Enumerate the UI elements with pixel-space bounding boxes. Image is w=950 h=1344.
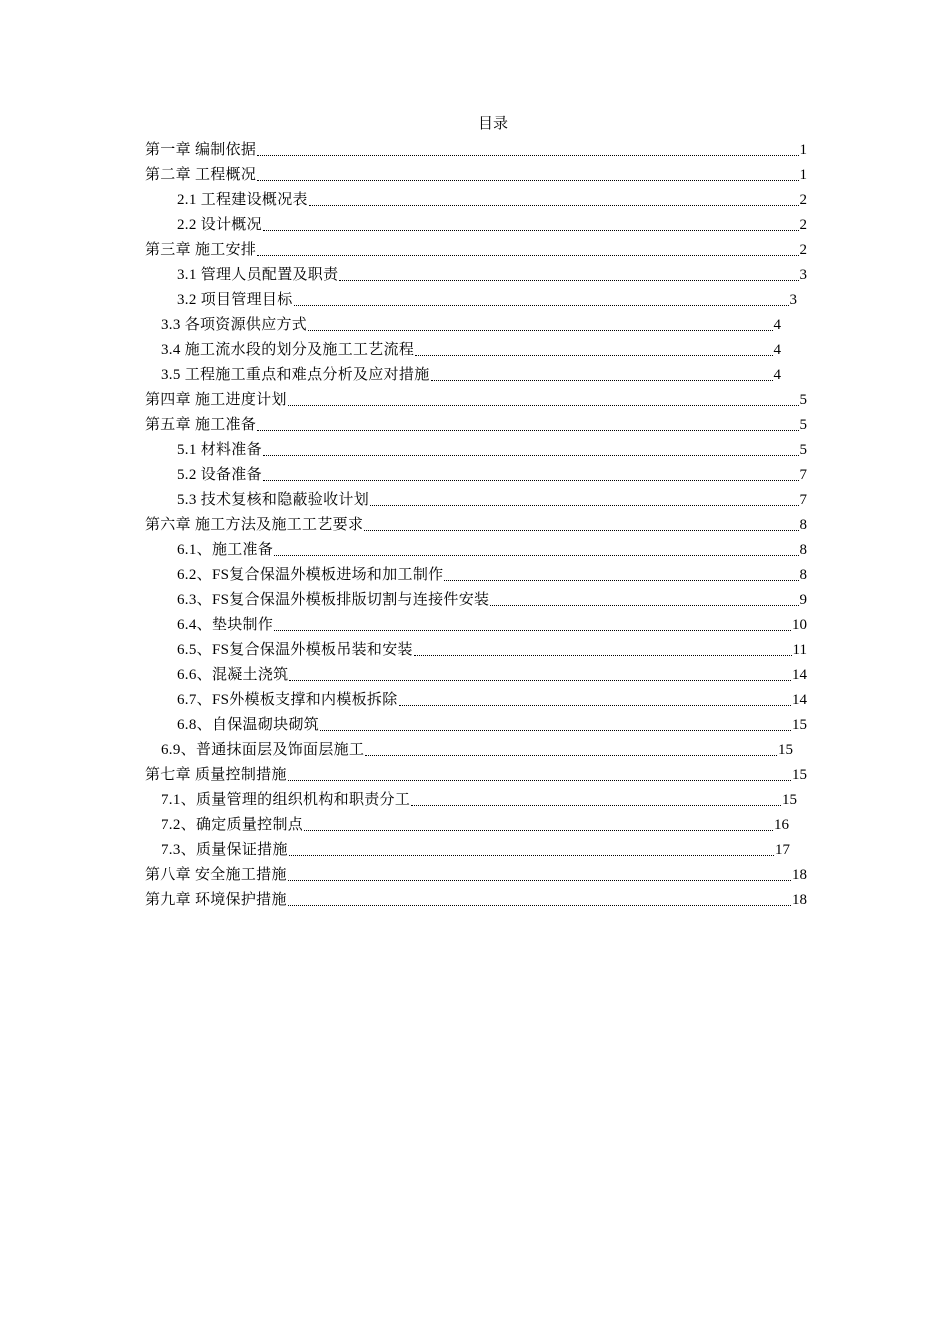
toc-entry[interactable]	[145, 763, 807, 787]
toc-entry[interactable]	[177, 463, 807, 487]
toc-entry-page: 4	[773, 367, 781, 383]
toc-entry[interactable]	[145, 138, 807, 162]
toc-entry-page: 2	[799, 242, 807, 258]
dot-leader	[263, 440, 799, 460]
toc-entry-page: 18	[792, 867, 807, 883]
toc-entry-label: 3.2 项目管理目标	[177, 292, 293, 308]
dot-leader	[263, 465, 799, 485]
toc-entry-page: 4	[773, 342, 781, 358]
toc-entry-label: 2.1 工程建设概况表	[177, 192, 308, 208]
dot-leader	[490, 590, 798, 610]
toc-entry-page: 18	[792, 892, 807, 908]
dot-leader	[411, 790, 781, 810]
dot-leader	[263, 215, 799, 235]
toc-entry[interactable]	[161, 738, 793, 762]
dot-leader	[339, 265, 798, 285]
toc-entry-page: 17	[775, 842, 790, 858]
toc-entry-label: 7.1、质量管理的组织机构和职责分工	[161, 792, 411, 808]
dot-leader	[415, 340, 772, 360]
dot-leader	[257, 165, 798, 185]
toc-entry-page: 14	[792, 692, 807, 708]
toc-entry-page: 7	[799, 492, 807, 508]
toc-entry-page: 4	[773, 317, 781, 333]
dot-leader	[257, 240, 798, 260]
toc-entry-label: 6.6、混凝土浇筑	[177, 667, 289, 683]
toc-entry[interactable]	[161, 838, 790, 862]
dot-leader	[274, 615, 791, 635]
toc-entry[interactable]	[177, 438, 807, 462]
toc-entry-label: 5.2 设备准备	[177, 467, 262, 483]
toc-entry[interactable]	[177, 213, 807, 237]
toc-entry-label: 3.1 管理人员配置及职责	[177, 267, 339, 283]
toc-entry-label: 3.5 工程施工重点和难点分析及应对措施	[161, 367, 430, 383]
toc-entry-label: 6.2、FS复合保温外模板进场和加工制作	[177, 567, 444, 583]
dot-leader	[289, 665, 791, 685]
toc-entry-page: 1	[799, 142, 807, 158]
dot-leader	[370, 490, 798, 510]
dot-leader	[308, 315, 772, 335]
toc-entry-label: 第四章 施工进度计划	[145, 392, 287, 408]
toc-entry[interactable]	[177, 538, 807, 562]
toc-entry[interactable]	[145, 413, 807, 437]
toc-entry[interactable]	[145, 388, 807, 412]
toc-entry-page: 14	[792, 667, 807, 683]
toc-entry-label: 第七章 质量控制措施	[145, 767, 287, 783]
toc-entry[interactable]	[161, 313, 781, 337]
toc-entry-label: 7.3、质量保证措施	[161, 842, 288, 858]
dot-leader	[431, 365, 773, 385]
toc-entry-page: 1	[799, 167, 807, 183]
toc-entry-label: 2.2 设计概况	[177, 217, 262, 233]
toc-entry-label: 第六章 施工方法及施工工艺要求	[145, 517, 364, 533]
toc-entry[interactable]	[177, 563, 807, 587]
toc-entry[interactable]	[177, 588, 807, 612]
toc-entry-page: 5	[799, 392, 807, 408]
toc-entry-page: 2	[799, 192, 807, 208]
toc-entry-page: 15	[792, 717, 807, 733]
toc-entry-page: 8	[799, 542, 807, 558]
toc-entry-page: 15	[792, 767, 807, 783]
dot-leader	[257, 415, 798, 435]
toc-entry-label: 6.4、垫块制作	[177, 617, 274, 633]
dot-leader	[414, 640, 792, 660]
toc-entry[interactable]	[177, 688, 807, 712]
dot-leader	[289, 840, 774, 860]
toc-entry[interactable]	[177, 263, 807, 287]
dot-leader	[288, 890, 791, 910]
toc-entry[interactable]	[177, 288, 797, 312]
toc-entry-label: 第一章 编制依据	[145, 142, 257, 158]
toc-entry[interactable]	[177, 188, 807, 212]
toc-entry-page: 15	[782, 792, 797, 808]
toc-entry-label: 第五章 施工准备	[145, 417, 257, 433]
toc-entry-page: 15	[778, 742, 793, 758]
toc-entry-page: 16	[774, 817, 789, 833]
toc-entry[interactable]	[145, 863, 807, 887]
toc-entry-label: 6.5、FS复合保温外模板吊装和安装	[177, 642, 413, 658]
dot-leader	[320, 715, 791, 735]
toc-entry-page: 8	[799, 567, 807, 583]
toc-entry-label: 第八章 安全施工措施	[145, 867, 287, 883]
dot-leader	[364, 515, 798, 535]
toc-entry-page: 11	[792, 642, 807, 658]
toc-entry[interactable]	[177, 713, 807, 737]
toc-entry-label: 6.3、FS复合保温外模板排版切割与连接件安装	[177, 592, 490, 608]
toc-entry-label: 3.4 施工流水段的划分及施工工艺流程	[161, 342, 415, 358]
toc-entry-label: 第三章 施工安排	[145, 242, 257, 258]
toc-entry-label: 6.8、自保温砌块砌筑	[177, 717, 320, 733]
dot-leader	[444, 565, 798, 585]
toc-entry-page: 3	[799, 267, 807, 283]
toc-entry-page: 5	[799, 417, 807, 433]
toc-entry[interactable]	[145, 513, 807, 537]
dot-leader	[304, 815, 773, 835]
toc-entry-page: 2	[799, 217, 807, 233]
toc-entry[interactable]	[177, 613, 807, 637]
dot-leader	[365, 740, 777, 760]
toc-entry-page: 10	[792, 617, 807, 633]
dot-leader	[288, 865, 791, 885]
toc-entry[interactable]	[145, 888, 807, 912]
toc-entry-label: 6.1、施工准备	[177, 542, 274, 558]
toc-entry[interactable]	[161, 788, 797, 812]
toc-entry[interactable]	[145, 238, 807, 262]
toc-entry[interactable]	[177, 663, 807, 687]
toc-entry-label: 第九章 环境保护措施	[145, 892, 287, 908]
toc-entry[interactable]	[161, 363, 781, 387]
toc-entry[interactable]	[177, 488, 807, 512]
toc-entry[interactable]	[161, 813, 789, 837]
toc-entry-page: 9	[799, 592, 807, 608]
toc-entry-page: 7	[799, 467, 807, 483]
toc-entry-page: 8	[799, 517, 807, 533]
dot-leader	[399, 690, 791, 710]
toc-entry-label: 6.7、FS外模板支撑和内模板拆除	[177, 692, 398, 708]
toc-entry[interactable]	[161, 338, 781, 362]
toc-entry-label: 3.3 各项资源供应方式	[161, 317, 308, 333]
dot-leader	[274, 540, 798, 560]
dot-leader	[309, 190, 799, 210]
toc-entry[interactable]	[177, 638, 807, 662]
toc-title: 目录	[477, 116, 508, 132]
toc-entry-label: 5.1 材料准备	[177, 442, 262, 458]
dot-leader	[294, 290, 789, 310]
toc-entry-label: 第二章 工程概况	[145, 167, 257, 183]
dot-leader	[288, 390, 799, 410]
toc-entry-page: 3	[789, 292, 797, 308]
toc-entry-label: 7.2、确定质量控制点	[161, 817, 304, 833]
dot-leader	[257, 140, 798, 160]
toc-entry-page: 5	[799, 442, 807, 458]
dot-leader	[288, 765, 791, 785]
toc-entry-label: 6.9、普通抹面层及饰面层施工	[161, 742, 365, 758]
toc-entry[interactable]	[145, 163, 807, 187]
toc-entry-label: 5.3 技术复核和隐蔽验收计划	[177, 492, 370, 508]
